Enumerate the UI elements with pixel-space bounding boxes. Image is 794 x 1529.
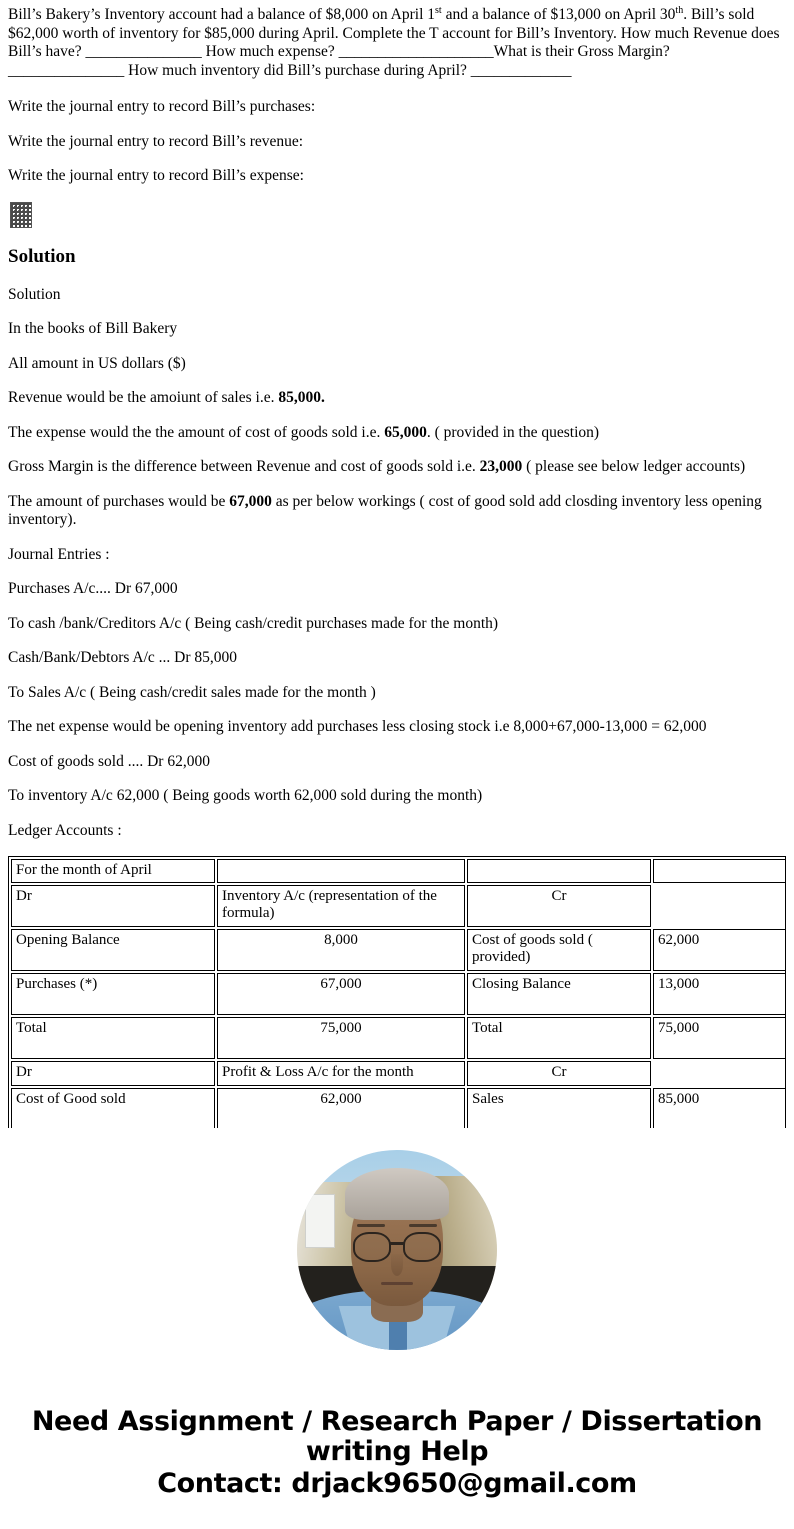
solution-label: Solution bbox=[8, 285, 61, 303]
table-row bbox=[11, 973, 786, 1015]
expense-statement bbox=[8, 424, 786, 443]
broken-image-icon bbox=[10, 202, 32, 228]
pl-header-cell-4 bbox=[653, 1061, 786, 1086]
promo-line-1: Need Assignment / Research Paper / Dissertation bbox=[31, 1406, 763, 1437]
table-row bbox=[11, 859, 786, 883]
ledger-cell-debit-label: Total bbox=[11, 1017, 215, 1059]
table-row bbox=[11, 1017, 786, 1059]
ordinal-suffix-second: th bbox=[675, 4, 684, 16]
revenue-text: Revenue would be the amoiunt of sales i.e. bbox=[8, 389, 279, 406]
revenue-statement bbox=[8, 389, 786, 408]
inventory-header-cell-4 bbox=[653, 885, 786, 927]
page-title: Solution bbox=[8, 245, 76, 267]
journal-entry-line: The net expense would be opening inventory add purchases less closing stock i.e 8,000+67,000-13,000 = 62,000 bbox=[8, 718, 707, 735]
ledger-cell-debit-amount: 8,000 bbox=[217, 929, 465, 971]
gross-margin-text: Gross Margin is the difference between Revenue and cost of goods sold i.e. bbox=[8, 458, 480, 475]
ledger-cell-credit-label: Cost of goods sold ( provided) bbox=[467, 929, 651, 971]
inventory-cr-label: Cr bbox=[467, 885, 651, 927]
ledger-cell-credit-amount: 62,000 bbox=[653, 929, 786, 971]
avatar-eyeglass-left bbox=[353, 1232, 391, 1262]
avatar-nose bbox=[391, 1254, 403, 1276]
ledger-cell-credit-label: Closing Balance bbox=[467, 973, 651, 1015]
ledger-cell-debit-label: Purchases (*) bbox=[11, 973, 215, 1015]
table-row bbox=[11, 1088, 786, 1128]
journal-entry-line: Cash/Bank/Debtors A/c ... Dr 85,000 bbox=[8, 649, 238, 666]
document-body bbox=[0, 6, 794, 1529]
table-row bbox=[11, 929, 786, 971]
ledger-cell-debit-amount: 62,000 bbox=[217, 1088, 465, 1128]
promo-contact-email: Contact: drjack9650@gmail.com bbox=[157, 1468, 637, 1499]
ledger-cell-credit-label: Sales bbox=[467, 1088, 651, 1128]
promo-footer bbox=[8, 1407, 786, 1529]
avatar-eyebrow-right bbox=[409, 1224, 437, 1227]
purchases-tail: as per below workings ( cost of good sold add closding inventory less opening inventory). bbox=[8, 492, 762, 528]
purchases-statement bbox=[8, 493, 786, 530]
avatar-hair bbox=[345, 1168, 449, 1220]
inventory-dr-label: Dr bbox=[11, 885, 215, 927]
books-of-line: In the books of Bill Bakery bbox=[8, 320, 178, 337]
pl-dr-label: Dr bbox=[11, 1061, 215, 1086]
journal-entry-line: Cost of goods sold .... Dr 62,000 bbox=[8, 752, 210, 770]
journal-entry-line: Purchases A/c.... Dr 67,000 bbox=[8, 580, 178, 597]
purchases-text: The amount of purchases would be bbox=[8, 492, 230, 510]
gross-margin-statement bbox=[8, 458, 786, 477]
avatar-eyebrow-left bbox=[357, 1224, 385, 1227]
avatar-eyeglass-right bbox=[403, 1232, 441, 1262]
journal-entry-line: To inventory A/c 62,000 ( Being goods worth 62,000 sold during the month) bbox=[8, 787, 483, 804]
avatar bbox=[297, 1150, 497, 1350]
ordinal-suffix-first: st bbox=[435, 4, 442, 16]
avatar-mouth bbox=[381, 1282, 413, 1285]
avatar-background-panel bbox=[305, 1194, 335, 1248]
ledger-cell-credit-amount: 75,000 bbox=[653, 1017, 786, 1059]
ledger-cell-credit-amount: 85,000 bbox=[653, 1088, 786, 1128]
gross-margin-tail: ( please see below ledger accounts) bbox=[522, 458, 746, 475]
task-revenue: Write the journal entry to record Bill’s revenue: bbox=[8, 132, 304, 150]
gross-margin-value: 23,000 bbox=[479, 458, 523, 475]
expense-text: The expense would the the amount of cost of goods sold i.e. bbox=[8, 423, 385, 441]
journal-entry-line: To cash /bank/Creditors A/c ( Being cash/credit purchases made for the month) bbox=[8, 614, 499, 632]
ledger-cell-debit-amount: 67,000 bbox=[217, 973, 465, 1015]
period-cell-2 bbox=[217, 859, 465, 883]
inventory-account-title: Inventory A/c (representation of the formula) bbox=[217, 885, 465, 927]
question-middle: and a balance of $13,000 on April 30 bbox=[441, 6, 676, 23]
table-row bbox=[11, 1061, 786, 1086]
pl-cr-label: Cr bbox=[467, 1061, 651, 1086]
ledger-cell-credit-label: Total bbox=[467, 1017, 651, 1059]
journal-entry-line: To Sales A/c ( Being cash/credit sales made for the month ) bbox=[8, 683, 376, 701]
expense-value: 65,000 bbox=[384, 423, 427, 441]
ledger-table bbox=[9, 857, 786, 1128]
ledger-cell-debit-amount: 75,000 bbox=[217, 1017, 465, 1059]
period-title-cell: For the month of April bbox=[11, 859, 215, 883]
ledger-cell-credit-amount: 13,000 bbox=[653, 973, 786, 1015]
table-row bbox=[11, 885, 786, 927]
currency-note: All amount in US dollars ($) bbox=[8, 354, 186, 372]
portrait-block bbox=[8, 1150, 786, 1355]
promo-line-2: writing Help bbox=[305, 1436, 489, 1467]
ledger-accounts-heading: Ledger Accounts : bbox=[8, 821, 122, 839]
question-rest: . Bill’s sold $62,000 worth of inventory for $85,000 during April. Complete the T account for Bill’s Inventory. How much Revenue does Bill’s have? _______________ How much expense? ____________________What is their Gross Margin? _______________ How much inventory did Bill’s purchase during April? _____________ bbox=[8, 6, 780, 79]
avatar-eyeglass-bridge bbox=[389, 1242, 405, 1245]
journal-entries-heading: Journal Entries : bbox=[8, 545, 110, 563]
period-cell-4 bbox=[653, 859, 786, 883]
ledger-cell-debit-label: Opening Balance bbox=[11, 929, 215, 971]
question-paragraph bbox=[8, 6, 786, 80]
task-purchases: Write the journal entry to record Bill’s purchases: bbox=[8, 98, 316, 115]
revenue-value: 85,000. bbox=[278, 389, 325, 406]
ledger-cell-debit-label: Cost of Good sold bbox=[11, 1088, 215, 1128]
ledger-table-container bbox=[8, 856, 786, 1128]
purchases-value: 67,000 bbox=[229, 492, 272, 510]
question-prefix: Bill’s Bakery’s Inventory account had a balance of $8,000 on April 1 bbox=[8, 6, 436, 23]
pl-account-title: Profit & Loss A/c for the month bbox=[217, 1061, 465, 1086]
period-cell-3 bbox=[467, 859, 651, 883]
task-expense: Write the journal entry to record Bill’s expense: bbox=[8, 167, 304, 184]
expense-tail: . ( provided in the question) bbox=[426, 423, 600, 441]
